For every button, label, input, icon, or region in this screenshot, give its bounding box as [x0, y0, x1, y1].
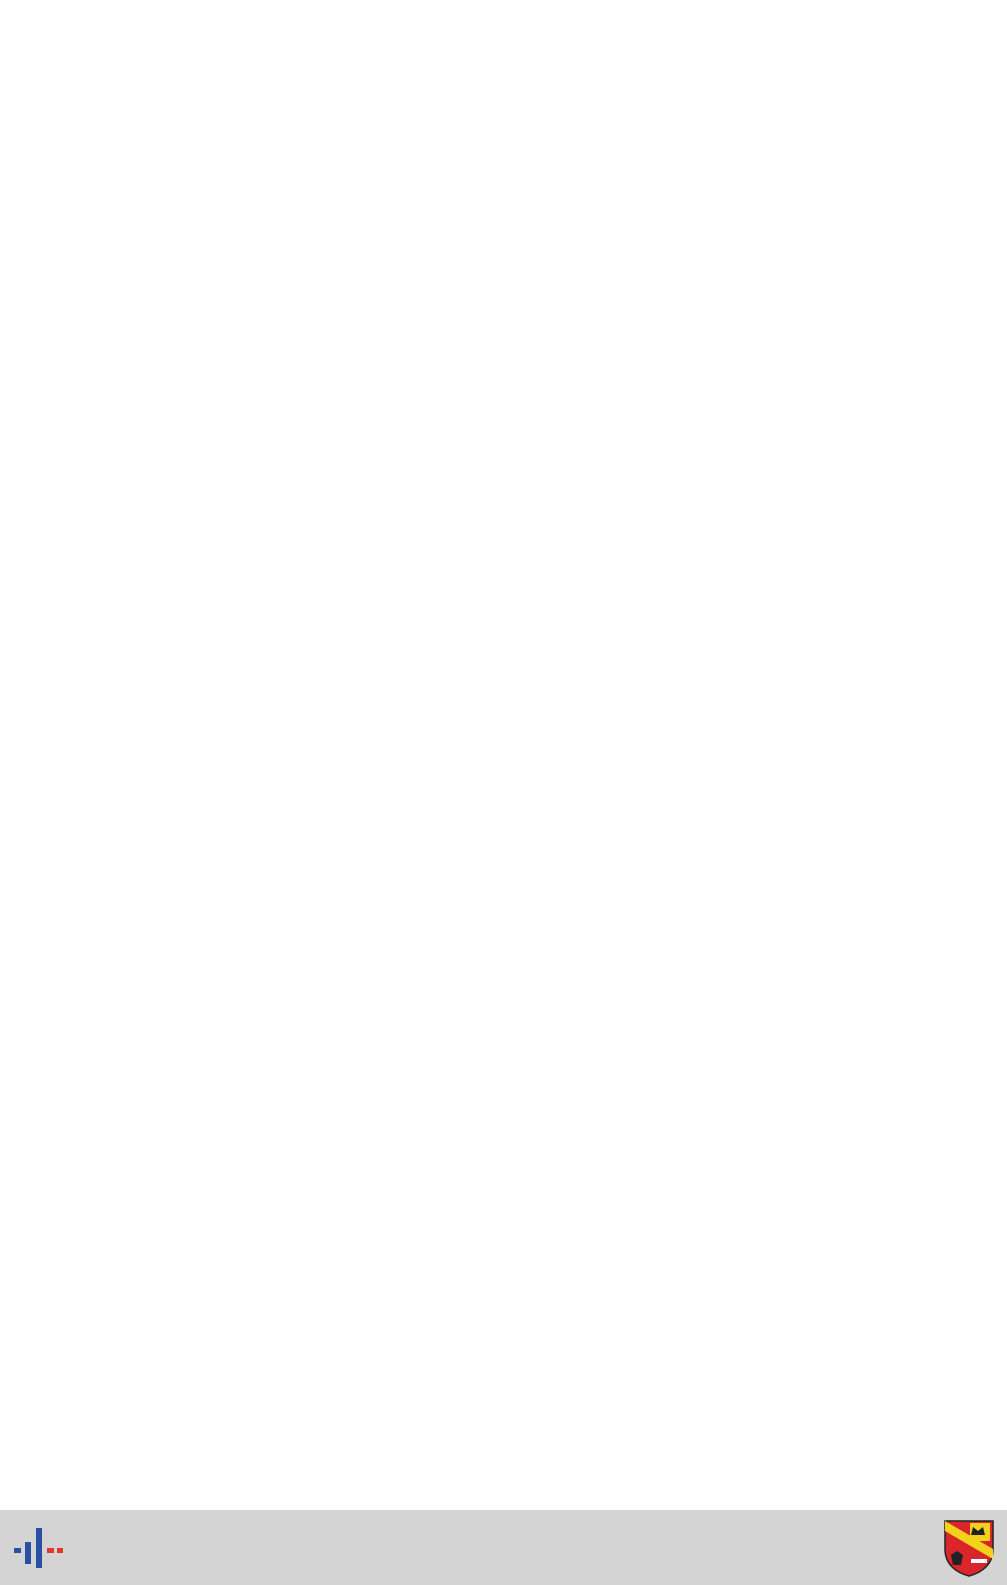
- footer-bar: [0, 1510, 1007, 1585]
- library-logo-icon: [12, 1522, 64, 1572]
- coat-of-arms-icon: [943, 1519, 995, 1577]
